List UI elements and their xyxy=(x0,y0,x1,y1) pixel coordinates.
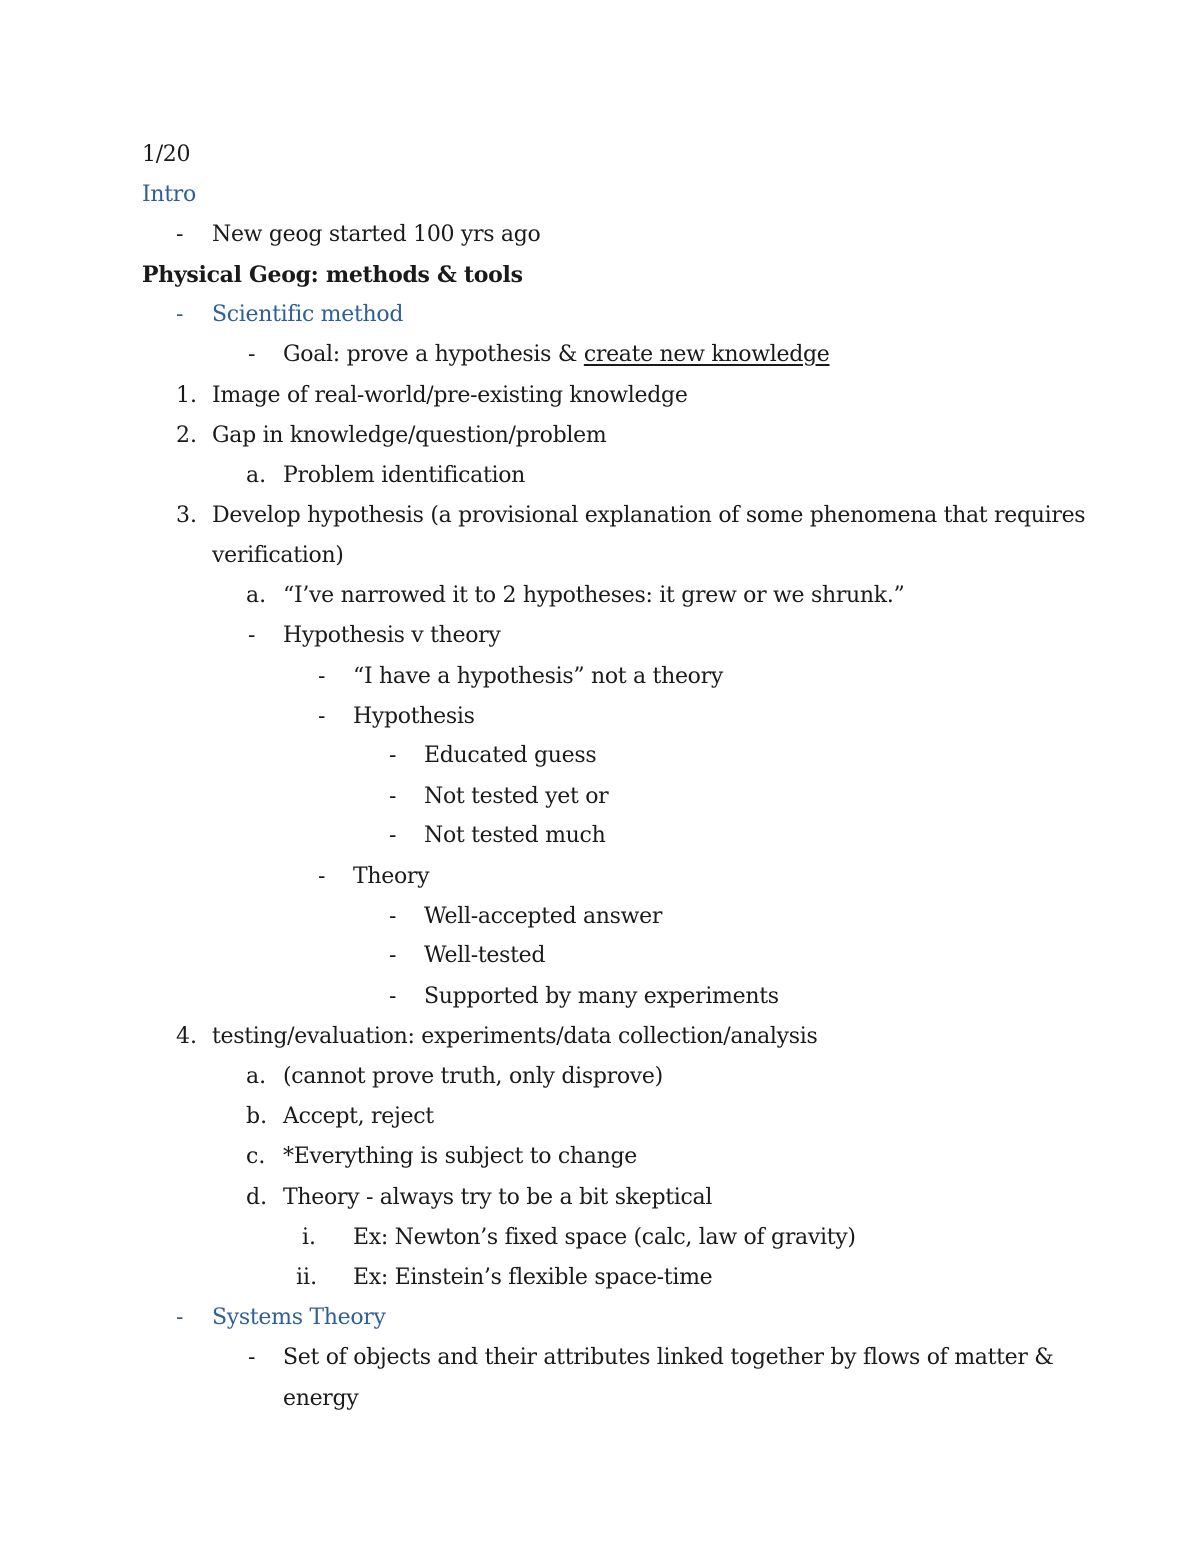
step-4d-i: Ex: Newton’s fixed space (calc, law of gravity) xyxy=(353,1225,856,1250)
list-letter: c. xyxy=(246,1144,266,1169)
list-number: 3. xyxy=(176,503,197,528)
date: 1/20 xyxy=(142,142,191,167)
bullet-dash: - xyxy=(389,823,397,848)
hypothesis-label: Hypothesis xyxy=(353,704,475,729)
bullet-dash: - xyxy=(318,864,326,889)
bullet-dash: - xyxy=(389,984,397,1009)
step-4c: *Everything is subject to change xyxy=(283,1144,637,1169)
list-roman: ii. xyxy=(296,1265,318,1290)
not-tested-yet: Not tested yet or xyxy=(424,784,609,809)
bullet-dash: - xyxy=(248,342,256,367)
bullet-dash: - xyxy=(318,704,326,729)
step-4: testing/evaluation: experiments/data collection/analysis xyxy=(212,1024,818,1049)
goal-prefix: Goal: prove a hypothesis & xyxy=(283,342,584,367)
step-3-line-2: verification) xyxy=(212,543,344,568)
step-3a: “I’ve narrowed it to 2 hypotheses: it grew or we shrunk.” xyxy=(283,583,905,608)
bullet-dash: - xyxy=(176,1305,184,1330)
step-4b: Accept, reject xyxy=(283,1104,434,1129)
goal-line xyxy=(283,340,830,370)
step-2a: Problem identification xyxy=(283,463,526,488)
not-tested-much: Not tested much xyxy=(424,823,606,848)
list-letter: a. xyxy=(246,583,267,608)
theory-label: Theory xyxy=(353,864,430,889)
step-1: Image of real-world/pre-existing knowledge xyxy=(212,383,688,408)
bullet-dash: - xyxy=(248,1345,256,1370)
systems-theory-heading: Systems Theory xyxy=(212,1305,386,1330)
bullet-dash: - xyxy=(389,784,397,809)
educated-guess: Educated guess xyxy=(424,743,597,768)
step-4a: (cannot prove truth, only disprove) xyxy=(283,1064,663,1089)
supported-by-experiments: Supported by many experiments xyxy=(424,984,779,1009)
bullet-dash: - xyxy=(389,943,397,968)
bullet-dash: - xyxy=(318,664,326,689)
bullet-dash: - xyxy=(389,904,397,929)
list-number: 4. xyxy=(176,1024,197,1049)
step-4d: Theory - always try to be a bit skeptical xyxy=(283,1185,713,1210)
bullet-dash: - xyxy=(176,222,184,247)
list-letter: d. xyxy=(246,1185,268,1210)
list-letter: b. xyxy=(246,1104,268,1129)
section-heading: Physical Geog: methods & tools xyxy=(142,262,523,288)
hypothesis-vs-theory: Hypothesis v theory xyxy=(283,623,501,648)
systems-line-1: Set of objects and their attributes linked together by flows of matter & xyxy=(283,1345,1054,1370)
well-tested: Well-tested xyxy=(424,943,546,968)
list-number: 2. xyxy=(176,423,197,448)
intro-heading: Intro xyxy=(142,182,196,207)
have-hypothesis: “I have a hypothesis” not a theory xyxy=(353,664,723,689)
scientific-method-heading: Scientific method xyxy=(212,302,404,327)
intro-item: New geog started 100 yrs ago xyxy=(212,222,541,247)
list-letter: a. xyxy=(246,463,267,488)
list-roman: i. xyxy=(302,1225,317,1250)
list-letter: a. xyxy=(246,1064,267,1089)
bullet-dash: - xyxy=(389,743,397,768)
goal-underlined: create new knowledge xyxy=(583,342,830,367)
step-4d-ii: Ex: Einstein’s flexible space-time xyxy=(353,1265,713,1290)
list-number: 1. xyxy=(176,383,197,408)
bullet-dash: - xyxy=(248,623,256,648)
step-2: Gap in knowledge/question/problem xyxy=(212,423,607,448)
step-3-line-1: Develop hypothesis (a provisional explanation of some phenomena that requires xyxy=(212,503,1086,528)
bullet-dash: - xyxy=(176,302,184,327)
systems-line-2: energy xyxy=(283,1386,359,1411)
well-accepted: Well-accepted answer xyxy=(424,904,663,929)
